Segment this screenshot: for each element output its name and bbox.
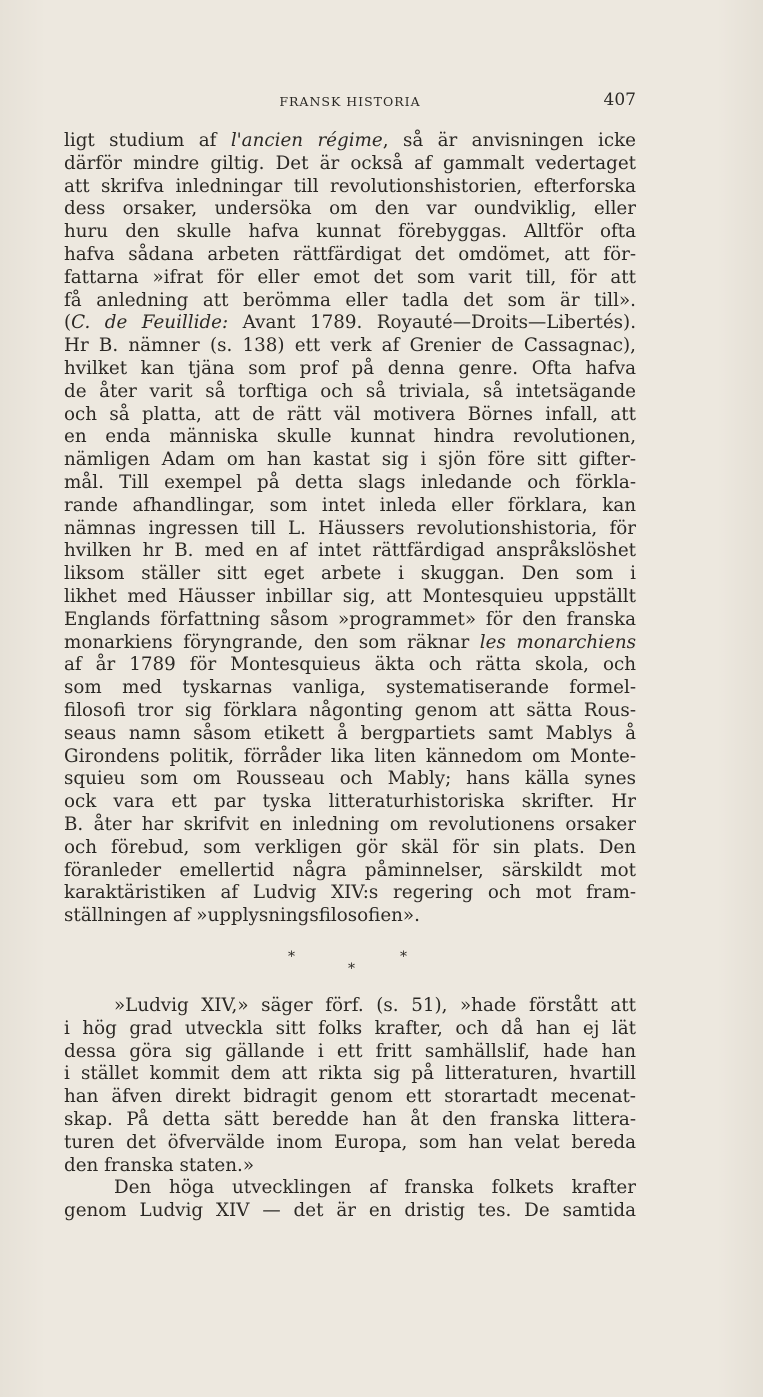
paragraph-1 [64,130,636,928]
text-line: ligt studium af l'ancien régime, så är anvisningen icke [64,130,636,151]
text-line: ock vara ett par tyska litteraturhistoriska skrifter. Hr [64,791,636,813]
text-line: »Ludvig XIV,» säger förf. (s. 51), »hade förstått att [114,995,636,1016]
text-line: rande afhandlingar, som intet inleda eller förklara, kan [64,494,636,516]
text-line: hafva sådana arbeten rättfärdigat det omdömet, att för- [64,243,636,265]
italic-phrase: l'ancien régime [230,130,383,151]
text-line: (C. de Feuillide: Avant 1789. Royauté—Droits—Libertés). [64,312,636,334]
text-line: som med tyskarnas vanliga, systematiserande formel- [64,677,636,699]
text-line: filosofi tror sig förklara någonting genom att sätta Rous- [64,699,636,721]
text-line: i stället kommit dem att rikta sig på litteraturen, hvartill [64,1063,636,1085]
text-line: mål. Till exempel på detta slags inledande och förkla- [64,471,636,493]
text-line: liksom ställer sitt eget arbete i skuggan. Den som i [64,563,636,585]
asterisk: * [400,949,407,965]
section-break-asterism [270,945,430,985]
text-line: en enda människa skulle kunnat hindra revolutionen, [64,426,636,448]
text-line: att skrifva inledningar till revolutionshistorien, efterforska [64,175,636,197]
page-number: 407 [603,90,636,110]
text-line: monarkiens föryngrande, den som räknar les monarchiens [64,631,636,653]
text-line: han äfven direkt bidragit genom ett storartadt mecenat- [64,1086,636,1108]
text-line: turen det öfvervälde inom Europa, som han velat bereda [64,1131,636,1153]
text-line: Girondens politik, förråder lika liten kännedom om Monte- [64,745,636,767]
italic-phrase: les monarchiens [479,631,636,653]
text-line: nämnas ingressen till L. Häussers revolutionshistoria, för [64,517,636,539]
text-line: Englands författning såsom »programmet» för den franska [64,608,636,630]
text-line: genom Ludvig XIV — det är en dristig tes. De samtida [64,1200,636,1222]
text-line: ställningen af »upplysningsfilosofien». [64,905,420,927]
text-line: och så platta, att de rätt väl motivera Börnes infall, att [64,403,636,425]
text-line: och förebud, som verkligen gör skäl för sin plats. Den [64,836,636,858]
text-line: likhet med Häusser inbillar sig, att Montesquieu uppställt [64,585,636,607]
running-head: FRANSK HISTORIA [279,94,421,109]
text-line: seaus namn såsom etikett å bergpartiets samt Mablys å [64,722,636,744]
text-line: huru den skulle hafva kunnat förebyggas. Alltför ofta [64,221,636,243]
asterisk: * [348,961,355,977]
text-line: skap. På detta sätt beredde han åt den franska littera- [64,1108,636,1130]
page-header [64,90,636,114]
text-line: dessa göra sig gällande i ett fritt samhällslif, hade han [64,1040,636,1062]
text-line: nämligen Adam om han kastat sig i sjön före sitt gifter- [64,449,636,471]
text-line: fattarna »ifrat för eller emot det som varit till, för att [64,266,636,288]
italic-citation: C. de Feuillide: [71,312,229,334]
text-line: i hög grad utveckla sitt folks krafter, och då han ej lät [64,1017,636,1039]
text-line: Hr B. nämner (s. 138) ett verk af Grenier de Cassagnac), [64,335,636,357]
text-line: B. åter har skrifvit en inledning om revolutionens orsaker [64,813,636,835]
text-line: dess orsaker, undersöka om den var oundviklig, eller [64,198,636,220]
text-line: de åter varit så torftiga och så triviala, så intetsägande [64,380,636,402]
text-line: få anledning att berömma eller tadla det som är till». [64,289,636,311]
text-line: hvilket kan tjäna som prof på denna genre. Ofta hafva [64,357,636,379]
asterisk: * [288,949,295,965]
text-line: karaktäristiken af Ludvig XIV:s regering och mot fram- [64,882,636,904]
text-line: squieu som om Rousseau och Mably; hans källa synes [64,768,636,790]
text-line: hvilken hr B. med en af intet rättfärdigad anspråkslöshet [64,540,636,562]
paragraph-2 [64,995,636,1223]
text-line: därför mindre giltig. Det är också af gammalt vedertaget [64,152,636,174]
text-line: föranleder emellertid några påminnelser, särskildt mot [64,859,636,881]
text-line: den franska staten.» [64,1154,255,1176]
text-line: Den höga utvecklingen af franska folkets krafter [114,1177,636,1199]
text-line: af år 1789 för Montesquieus äkta och rätta skola, och [64,654,636,676]
